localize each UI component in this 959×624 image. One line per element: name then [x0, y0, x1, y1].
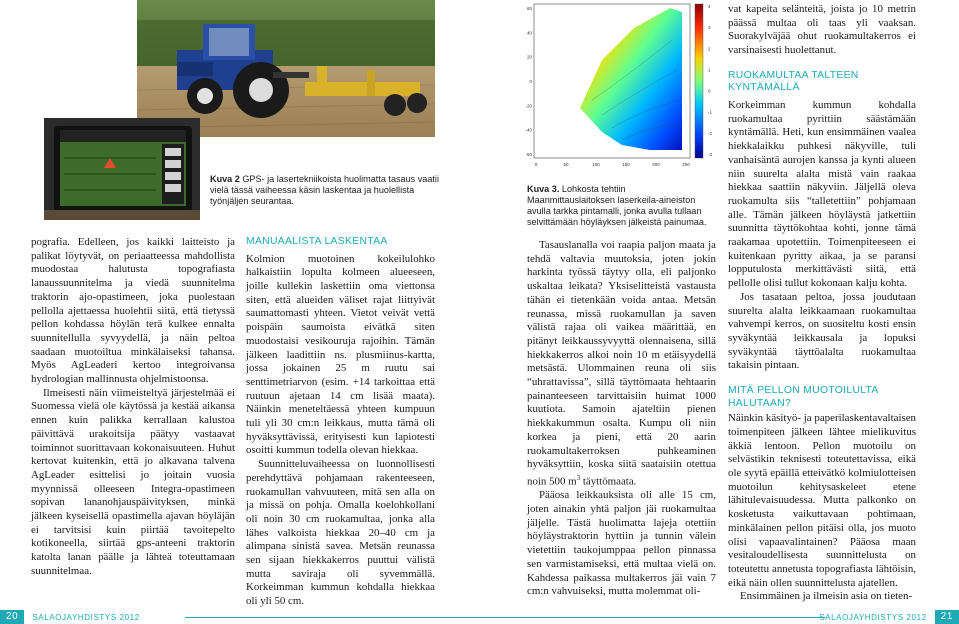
colorbar — [695, 4, 703, 158]
tick-label: 0 — [529, 79, 532, 84]
superscript: 3 — [576, 473, 581, 482]
section-heading-line: KYNTÄMÄLLÄ — [728, 82, 800, 94]
tick-label: 0 — [534, 162, 538, 167]
caption-text: Lohkosta tehtiin Maanmittauslaitoksen laserkeila-aineiston avulla tarkka pintamalli, jonka avulla tullaan selvittämään höyläyksen jälkeistä painumaa. — [527, 184, 707, 227]
text-column-2 — [246, 236, 435, 609]
paragraph: Kolmion muotoinen kokeilulohko halkaistiin lopulta kolmeen alueeseen, joille kullekin laskettiin oma viettonsa siten, että alueiden väliset rajat liittyivät saumattomasti yhteen. Vietot veivät vettä poispäin saumoista eivätkä siten muodostaisi vesikouruja rajoihin. Tämän jälkeen laadittiin ns. plusmiinus-kartta, jossa jokainen 25 m ruutu sai senttimetriarvon (esim. +14 tarkoittaa että ruutuun ajetaan 14 cm lisää maata). Näinkin meneteltäessä yhteen kumpuun tuli yli 30 cm:n leikkaus, mutta tämä oli hyväksyttävissä, erityisesti kun lapiotesti osoitti kummun todella olevan hiekkaa. — [246, 252, 435, 457]
tractor-photo — [137, 0, 435, 137]
paragraph: Pääosa leikkauksista oli alle 15 cm, joten ainakin yhtä paljon jäi ruokamultaa jäljelle. Tästä huolimatta lajeja otettiin höyläystraktorin hyttiin ja tunnin välein vietettiin taukojumppaa pellon pinnassa sen varmistamiseksi, että multaa vielä on. Kahdessa paikassa multakerros jäi vain 7 cm:n vahvuiseksi, mutta molemmat oli- — [527, 489, 716, 598]
publisher-label: SALAOJAYHDISTYS 2012 — [819, 613, 927, 622]
tick-label: -3 — [708, 152, 713, 157]
tick-label: 4 — [708, 4, 711, 9]
gps-display-photo — [44, 118, 200, 220]
section-heading: MANUAALISTA LASKENTAA — [246, 236, 388, 247]
caption-text: GPS- ja lasertekniikoista huolimatta tasaus vaatii vielä tässä vaiheessa käsin laskentaa ja huolellista työnjäljen seurantaa. — [210, 174, 439, 206]
tick-label: 200 — [652, 162, 660, 167]
paragraph-text: Tasauslanalla voi raapia paljon maata ja tehdä valtavia muutoksia, joten jokin harkinta työssä täytyy olla, eli paljonko uskaltaa leikata? Yksiselitteistä vastausta tähän ei tietenkään voida antaa. Metsän reunassa, missä ruokamullan ja saven välistä rajaa oli vaikea määrittää, en pitänyt leikkaussyvyyttä olennaisena, sillä hiekkakerros alkoi noin 10 m etäisyydellä metsästä. Ulommainen reuna oli siis “uhrattavissa”, sillä täyttömaata hehtaarin painanteeseen tarvittaisiin huimat 1000 kuutiota. Samoin ajateltiin pienen hiekkakummun osalta. Kumpu oli niin korkea ja pieni, että 20 aarin ruokamultakerroksen puhkeaminen hyväksyttiin, koska siitä saataisiin otettua noin 500 m — [527, 239, 716, 488]
tick-label: 50 — [563, 162, 569, 167]
text-column-3 — [527, 239, 716, 599]
x-axis-ticks — [535, 162, 691, 167]
section-heading-line: HALUTAAN? — [728, 397, 792, 409]
text-column-4 — [728, 3, 916, 604]
page-number: 21 — [935, 610, 959, 624]
section-heading — [728, 385, 916, 410]
paragraph: vat kapeita selänteitä, joista jo 10 metrin päässä multaa oli taas yli vaaksan. Suorakylväjää ohut ruokamultakerros ei varsinaisesti huolettanut. — [728, 3, 916, 57]
paragraph-text-end: täyttömaata. — [580, 475, 637, 488]
paragraph: Ensimmäinen ja ilmeisin asia on tieten- — [740, 590, 913, 603]
y-axis-ticks — [525, 6, 532, 157]
section-heading-line: RUOKAMULTAA TALTEEN — [728, 69, 859, 81]
paragraph — [527, 239, 716, 489]
tick-label: 250 — [682, 162, 690, 167]
tick-label: 60 — [526, 6, 532, 11]
caption-label: Kuva 3. — [527, 184, 560, 194]
tick-label: 0 — [708, 88, 711, 94]
tick-label: 150 — [622, 162, 630, 167]
section-heading — [728, 70, 916, 95]
tick-label: -60 — [525, 152, 532, 157]
paragraph: pografia. Edelleen, jos kaikki laitteisto ja palikat löytyvät, on periaatteessa mahdollista muodostaa halutusta topografiasta lanaussuunnitelma ja viedä suunnitelma traktorin ajo-opastimeen, joka puolestaan pellolla ajettaessa huolehtii siitä, että tietyssä pellon kohdassa höylän terä kulkee ennalta suunnitellulla syvyydellä, ja näin peltoa saadaan muotoiltua minkälaiseksi tahansa. Myös AgLeaderi kertoo integroivansa hydrologian mallinnusta ohjelmistoonsa. — [31, 236, 235, 386]
tick-label: 3 — [708, 25, 711, 31]
tick-label: 1 — [708, 67, 711, 73]
paragraph: Näinkin käsityö- ja paperilaskentavaltaisen toimenpiteen jälkeen lähtee mielikuvitus äkkiä lentoon. Pellon muotoilu on selvästikin teknisesti toteutettavissa, eikä ole syytä epäillä etteivätkö kolmiulotteisen muotoilun kehitysaskeleet etene lähitulevaisuudessa. Mutta palkonko on kosketusta vaikuttavaan pohtimaan, minkälainen pellon pitäisi olla, jos muoto olisi vapaavalintainen? Pääosa maan vesitaloudellisesta suunnittelusta on toteutettu annetusta topografiasta lähtöisin, eikä näin ollen suunnittelusta ajatellen. — [728, 412, 916, 589]
tick-label: 20 — [526, 54, 532, 60]
caption-label: Kuva 2 — [210, 174, 240, 184]
footer-left — [0, 610, 148, 624]
section-heading-line: MITÄ PELLON MUOTOILULTA — [728, 385, 879, 397]
tick-label: 100 — [592, 162, 600, 167]
figure-caption-3 — [527, 184, 715, 228]
tick-label: 2 — [708, 46, 711, 52]
footer-rule-right — [485, 617, 825, 618]
footer-rule-left — [185, 617, 485, 618]
paragraph: Jos tasataan peltoa, jossa joudutaan suurelta alalta leikkaamaan ruokamultaa vahvempi kerros, on suositeltu kosti ensin syväkyntää leikkausala ja lopuksi syväkyntää täyttöalalta ruokamultaa takaisin pintaan. — [728, 290, 916, 372]
paragraph: Suunnitteluvaiheessa on luonnollisesti perehdyttävä pohjamaan rakenteeseen, ruokamullan vahvuuteen, mitä sen alla on ja missä on pohja. Omalla koelohkollani oli noin 30 cm ruokamultaa, jonka alla lähes valkoista hiekkaa 20–40 cm ja alimpana sinistä savea. Metsän reunassa sen sijaan hiekkakerros puuttui välistä mutta saviraja oli syvemmällä. Korkeimman kummun kohdalla hiekkaa oli yli 50 cm. — [246, 458, 435, 608]
paragraph: Ilmeisesti näin viimeisteltyä järjestelmää ei Suomessa vielä ole käytössä ja kestää aikansa ennen kuin palikka kerrallaan kalustoa päivittävä urakoitsija päätyy vastaavat toiminnot suorittavaan kokonaisuuteen. Huhut kertovat kuitenkin, että jo alkavana talvena AgLeader esittelisi jo joitain vuosia myynnissä olleeseen Integra-opastimeen sopivan lananohjauspäivityksen, minkä jälkeen kyseisellä opastimella ajavan höyläjän ei tarvitsisi kuin piirtää tavoitepelto kotikoneella, siirtää gps-anteeni traktorin katolta lanan päälle ja lähteä toteuttamaan suunnitelmaa. — [31, 386, 235, 577]
text-column-1 — [31, 236, 235, 579]
colorbar-ticks — [708, 4, 712, 157]
tick-label: -40 — [525, 127, 532, 133]
tick-label: -2 — [708, 130, 713, 136]
tick-label: -20 — [525, 103, 532, 109]
publisher-label: SALAOJAYHDISTYS 2012 — [32, 613, 140, 622]
footer-right — [811, 610, 959, 624]
figure-caption-2 — [210, 174, 442, 207]
page-number: 20 — [0, 610, 24, 624]
tick-label: 40 — [526, 30, 532, 36]
paragraph: Korkeimman kummun kohdalla ruokamultaa pyrittiin säästämään kyntämällä. Heti, kun ensimmäinen vaalea hiekkalaikku puhkesi näkyville, tuli vanhaisäntä aurojen kanssa ja kynti alueen niin suurelta alalta mistä vain raakaa hiekkaa saattiin näkyviin. Jäljellä oleva ruokamulta siis “talletettiin” pohjamaan alle. Tämän jälkeen höyläystä jatkettiin suunnitta täyttökohtaa kohti, jonne tämä raakamaa upotettiin. Toimenpiteeseen ei kuitenkaan pyritty aikaa, ja se paransi lopputulosta merkittävästi siitä, että pellolle olisi tullut kokonaan kalju kohta. — [728, 99, 916, 290]
tick-label: -1 — [708, 109, 713, 115]
surface-heatmap — [522, 0, 716, 177]
